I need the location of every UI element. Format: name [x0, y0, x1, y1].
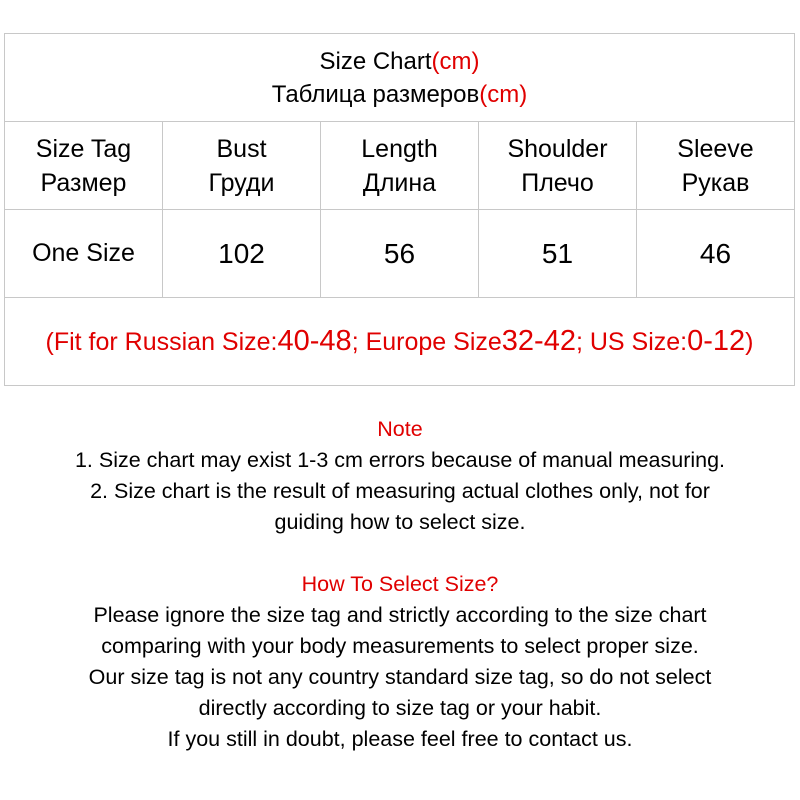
table-row: [5, 210, 795, 298]
note-heading: Note: [377, 417, 423, 441]
note-line: guiding how to select size.: [274, 510, 526, 534]
notes-section: [0, 414, 800, 755]
header-bust: Bust Груди: [163, 122, 321, 210]
header-row: [5, 122, 795, 210]
cell-bust: 102: [163, 210, 321, 298]
howto-line: If you still in doubt, please feel free to contact us.: [167, 727, 633, 751]
title-row: [5, 34, 795, 122]
header-shoulder: Shoulder Плечо: [479, 122, 637, 210]
title-unit-en: (cm): [431, 47, 480, 75]
header-size-tag: Size Tag Размер: [5, 122, 163, 210]
title-line-ru: Таблица размеров(cm): [271, 80, 528, 108]
title-line-en: Size Chart(cm): [319, 47, 480, 75]
russian-size-range: 40-48: [277, 325, 352, 357]
cell-shoulder: 51: [479, 210, 637, 298]
note-line: 2. Size chart is the result of measuring actual clothes only, not for: [90, 479, 710, 503]
header-sleeve: Sleeve Рукав: [637, 122, 795, 210]
size-chart-table: [4, 33, 795, 386]
howto-line: directly according to size tag or your habit.: [198, 696, 602, 720]
chart-title: [5, 34, 795, 122]
title-unit-ru: (cm): [479, 80, 528, 108]
howto-line: Please ignore the size tag and strictly according to the size chart: [93, 603, 707, 627]
howto-line: Our size tag is not any country standard size tag, so do not select: [88, 665, 712, 689]
fit-row: [5, 298, 795, 386]
us-size-range: 0-12: [687, 325, 746, 357]
europe-size-range: 32-42: [501, 325, 576, 357]
header-length: Length Длина: [321, 122, 479, 210]
note-line: 1. Size chart may exist 1-3 cm errors because of manual measuring.: [74, 448, 726, 472]
cell-sleeve: 46: [637, 210, 795, 298]
howto-line: comparing with your body measurements to select proper size.: [101, 634, 699, 658]
cell-length: 56: [321, 210, 479, 298]
howto-heading: How To Select Size?: [301, 572, 499, 596]
spacer: [0, 538, 800, 569]
cell-size-tag: One Size: [5, 210, 163, 298]
fit-note: (Fit for Russian Size:40-48; Europe Size32-42; US Size:0-12): [5, 298, 795, 386]
